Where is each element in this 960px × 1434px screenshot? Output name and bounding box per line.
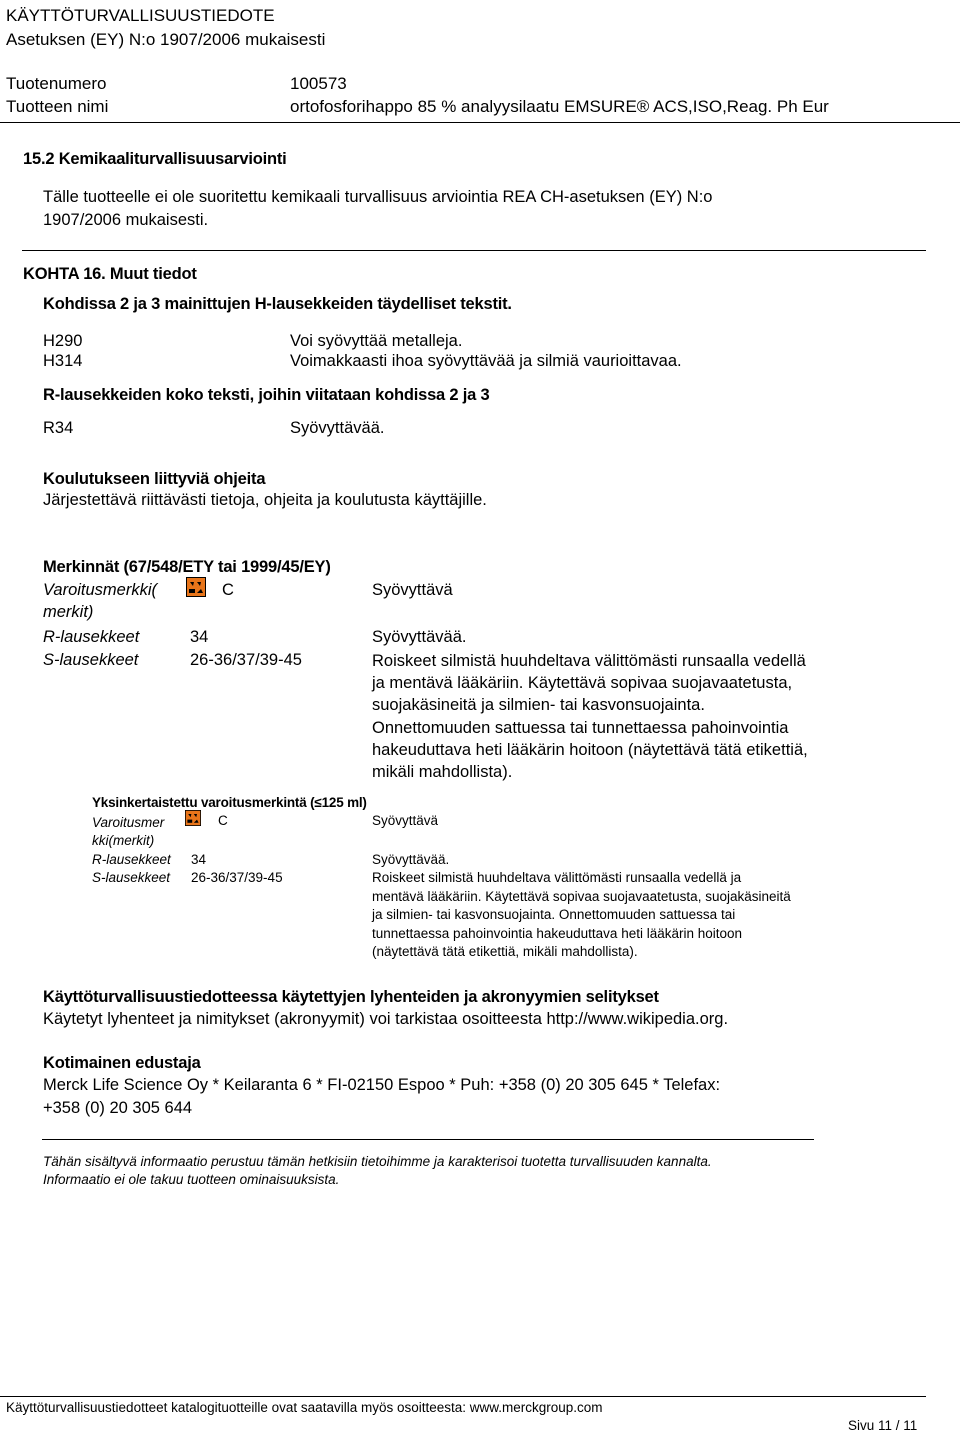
h-statement-text: Voimakkaasti ihoa syövyttävää ja silmiä vaurioittavaa. bbox=[290, 352, 682, 370]
simplified-r-label: R-lausekkeet bbox=[92, 852, 171, 867]
simplified-labeling-heading: Yksinkertaistettu varoitusmerkintä (≤125 ml) bbox=[92, 795, 367, 810]
product-number-value: 100573 bbox=[290, 74, 347, 93]
simplified-r-value: 34 bbox=[191, 852, 207, 867]
symbol-label-cont: merkit) bbox=[43, 603, 94, 621]
simplified-s-value: 26-36/37/39-45 bbox=[191, 870, 283, 885]
corrosive-hazard-icon bbox=[186, 577, 206, 597]
r-statement-text: Syövyttävää. bbox=[290, 419, 385, 437]
r-phrases-label: R-lausekkeet bbox=[43, 628, 140, 646]
s-phrases-value: 26-36/37/39-45 bbox=[190, 651, 302, 669]
section-divider bbox=[22, 250, 926, 251]
h-statements-intro: Kohdissa 2 ja 3 mainittujen H-lausekkeiden täydelliset tekstit. bbox=[43, 295, 512, 313]
s-phrases-line: ja mentävä lääkäriin. Käytettävä sopivaa suojavaatetusta, bbox=[372, 674, 793, 693]
section-15-2-heading: 15.2 Kemikaaliturvallisuusarviointi bbox=[23, 150, 287, 168]
footer-divider bbox=[0, 1396, 926, 1397]
disclaimer-line1: Tähän sisältyvä informaatio perustuu tämän hetkisiin tietoihimme ja karakterisoi tuotetta turvallisuuden kannalta. bbox=[43, 1154, 712, 1169]
labeling-heading: Merkinnät (67/548/ETY tai 1999/45/EY) bbox=[43, 558, 331, 576]
simplified-s-text bbox=[372, 869, 791, 962]
simplified-s-line: Roiskeet silmistä huuhdeltava välittömästi runsaalla vedellä ja bbox=[372, 870, 742, 885]
page-number: Sivu 11 / 11 bbox=[848, 1418, 918, 1433]
section-15-2-text-line1: Tälle tuotteelle ei ole suoritettu kemikaali turvallisuus arviointia REA CH-asetuksen (EY) N:o bbox=[43, 188, 713, 206]
h-statement-text: Voi syövyttää metalleja. bbox=[290, 332, 463, 350]
simplified-s-line: (näytettävä tätä etikettiä, mikäli mahdollista). bbox=[372, 944, 638, 959]
s-phrases-label: S-lausekkeet bbox=[43, 651, 139, 669]
product-number-label: Tuotenumero bbox=[6, 74, 107, 93]
r-phrases-text: Syövyttävää. bbox=[372, 628, 467, 646]
simplified-s-label: S-lausekkeet bbox=[92, 870, 171, 885]
section-15-2-text-line2: 1907/2006 mukaisesti. bbox=[43, 211, 209, 229]
disclaimer-line2: Informaatio ei ole takuu tuotteen ominaisuuksista. bbox=[43, 1172, 340, 1187]
h-statement-code: H290 bbox=[43, 332, 83, 350]
s-phrases-line: suojakäsineitä ja silmien- tai kasvonsuojainta. bbox=[372, 696, 705, 715]
symbol-label: Varoitusmerkki( bbox=[43, 581, 157, 599]
representative-heading: Kotimainen edustaja bbox=[43, 1054, 201, 1072]
disclaimer-divider bbox=[42, 1139, 814, 1140]
header-divider bbox=[0, 122, 960, 123]
symbol-code: C bbox=[222, 581, 234, 599]
training-heading: Koulutukseen liittyviä ohjeita bbox=[43, 470, 266, 488]
h-statement-code: H314 bbox=[43, 352, 83, 370]
simplified-symbol-label: Varoitusmer bbox=[92, 815, 165, 830]
symbol-name: Syövyttävä bbox=[372, 581, 453, 599]
simplified-symbol-label-cont: kki(merkit) bbox=[92, 833, 155, 848]
representative-line1: Merck Life Science Oy * Keilaranta 6 * FI-02150 Espoo * Puh: +358 (0) 20 305 645 * Telefax: bbox=[43, 1076, 721, 1094]
simplified-symbol-code: C bbox=[218, 813, 228, 828]
product-name-label: Tuotteen nimi bbox=[6, 97, 109, 116]
s-phrases-text bbox=[372, 650, 808, 783]
r-statements-intro: R-lausekkeiden koko teksti, joihin viitataan kohdissa 2 ja 3 bbox=[43, 386, 490, 404]
simplified-symbol-name: Syövyttävä bbox=[372, 813, 439, 828]
s-phrases-line: hakeuduttava heti lääkärin hoitoon (näytettävä tätä etikettiä, bbox=[372, 740, 808, 759]
training-text: Järjestettävä riittävästi tietoja, ohjeita ja koulutusta käyttäjille. bbox=[43, 491, 487, 509]
s-phrases-line: Roiskeet silmistä huuhdeltava välittömästi runsaalla vedellä bbox=[372, 652, 806, 670]
simplified-s-line: ja silmien- tai kasvonsuojainta. Onnettomuuden sattuessa tai bbox=[372, 907, 736, 922]
document-title: KÄYTTÖTURVALLISUUSTIEDOTE bbox=[6, 6, 275, 25]
abbreviations-heading: Käyttöturvallisuustiedotteessa käytettyjen lyhenteiden ja akronyymien selitykset bbox=[43, 988, 659, 1006]
section-16-heading: KOHTA 16. Muut tiedot bbox=[23, 265, 197, 283]
simplified-s-line: mentävä lääkäriin. Käytettävä sopivaa suojavaatetusta, suojakäsineitä bbox=[372, 888, 791, 904]
representative-line2: +358 (0) 20 305 644 bbox=[43, 1099, 193, 1117]
r-phrases-value: 34 bbox=[190, 628, 209, 646]
simplified-r-text: Syövyttävää. bbox=[372, 852, 450, 867]
abbreviations-text: Käytetyt lyhenteet ja nimitykset (akronyymit) voi tarkistaa osoitteesta http://www.wikipedia.org. bbox=[43, 1010, 729, 1028]
simplified-s-line: tunnettaessa pahoinvointia hakeuduttava heti lääkärin hoitoon bbox=[372, 925, 743, 941]
product-name-value: ortofosforihappo 85 % analyysilaatu EMSURE® ACS,ISO,Reag. Ph Eur bbox=[290, 97, 829, 116]
document-subtitle: Asetuksen (EY) N:o 1907/2006 mukaisesti bbox=[6, 30, 326, 49]
footer-catalog-text: Käyttöturvallisuustiedotteet katalogituotteille ovat saatavilla myös osoitteesta: www.merckgroup.com bbox=[6, 1400, 603, 1415]
s-phrases-line: Onnettomuuden sattuessa tai tunnettaessa pahoinvointia bbox=[372, 718, 789, 737]
corrosive-hazard-icon bbox=[185, 810, 201, 826]
r-statement-code: R34 bbox=[43, 419, 74, 437]
s-phrases-line: mikäli mahdollista). bbox=[372, 763, 513, 782]
